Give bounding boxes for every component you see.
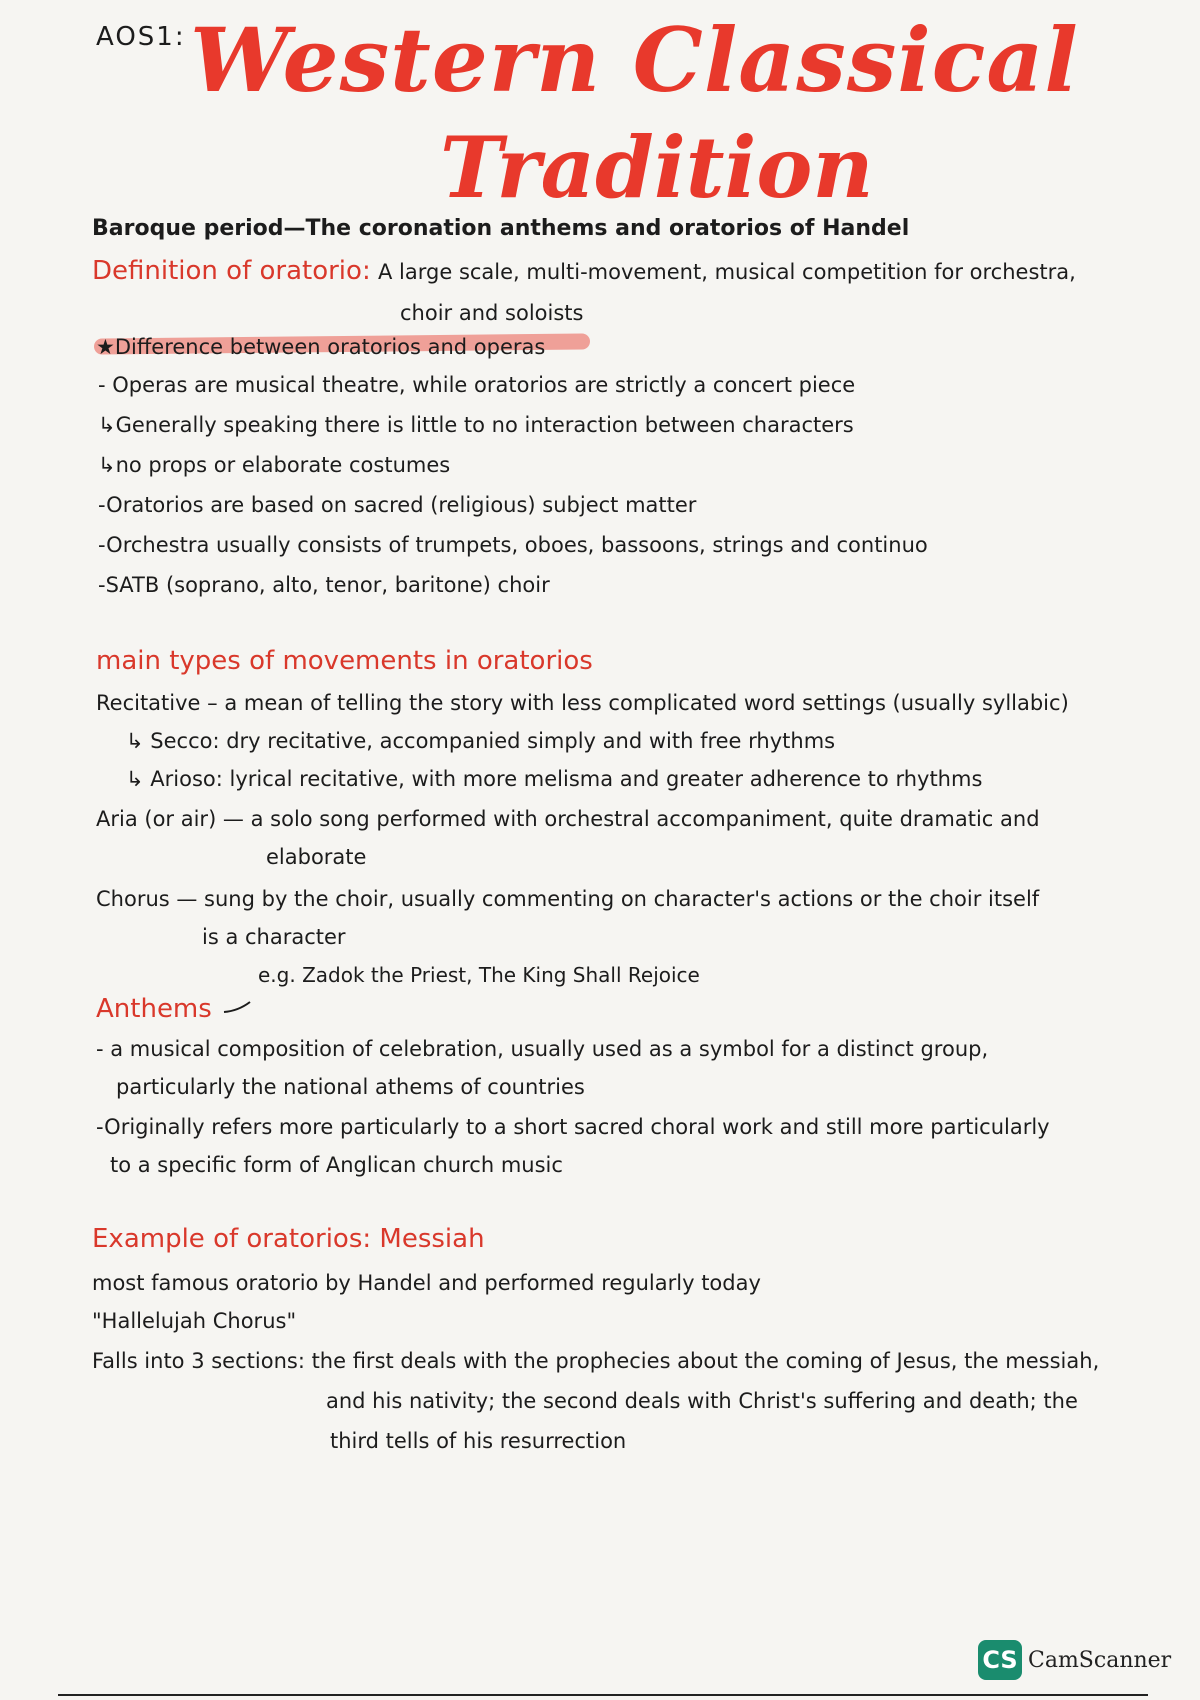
arioso-line: ↳ Arioso: lyrical recitative, with more melisma and greater adherence to rhythms [126, 767, 983, 791]
connector-stroke-icon [222, 1000, 252, 1014]
camscanner-text: CamScanner [1028, 1647, 1172, 1673]
example-line-1: most famous oratorio by Handel and performed regularly today [92, 1271, 761, 1295]
example-line-3: Falls into 3 sections: the first deals with the prophecies about the coming of Jesus, the messiah, [92, 1349, 1100, 1373]
example-line-4: and his nativity; the second deals with Christ's suffering and death; the [326, 1389, 1078, 1413]
chorus-line-1: Chorus — sung by the choir, usually commenting on character's actions or the choir itself [96, 887, 1040, 911]
camscanner-logo-icon: CS [978, 1640, 1022, 1680]
anthems-heading: Anthems [96, 994, 212, 1024]
anthems-example: e.g. Zadok the Priest, The King Shall Rejoice [258, 963, 700, 987]
example-line-2: "Hallelujah Chorus" [92, 1309, 297, 1333]
definition-label: Definition of oratorio: [92, 256, 371, 286]
chorus-line-2: is a character [202, 925, 346, 949]
unit-label: AOS1: [96, 22, 186, 52]
anthems-line-2: particularly the national athems of countries [116, 1075, 585, 1099]
recitative-line: Recitative – a mean of telling the story with less complicated word settings (usually syllabic) [96, 691, 1069, 715]
difference-item-4: -Oratorios are based on sacred (religious) subject matter [98, 493, 697, 517]
anthems-line-3: -Originally refers more particularly to a short sacred choral work and still more particularly [96, 1115, 1050, 1139]
difference-item-1: - Operas are musical theatre, while oratorios are strictly a concert piece [98, 373, 856, 397]
movements-heading: main types of movements in oratorios [96, 646, 593, 676]
camscanner-watermark [978, 1640, 1171, 1680]
definition-text-1: A large scale, multi-movement, musical competition for orchestra, [378, 260, 1076, 284]
definition-line [92, 256, 1076, 287]
difference-item-6: -SATB (soprano, alto, tenor, baritone) choir [98, 573, 550, 597]
aria-line-2: elaborate [266, 845, 367, 869]
subtitle: Baroque period—The coronation anthems and oratorios of Handel [92, 216, 910, 241]
definition-text-2: choir and soloists [400, 301, 584, 325]
difference-item-2: ↳Generally speaking there is little to no interaction between characters [98, 413, 854, 437]
title-line-2: Tradition [440, 118, 874, 217]
page-bottom-edge [58, 1694, 1148, 1696]
difference-item-3: ↳no props or elaborate costumes [98, 453, 451, 477]
difference-heading: ★Difference between oratorios and operas [96, 335, 546, 359]
example-line-5: third tells of his resurrection [330, 1429, 627, 1453]
difference-item-5: -Orchestra usually consists of trumpets, oboes, bassoons, strings and continuo [98, 533, 928, 557]
anthems-line-4: to a specific form of Anglican church music [110, 1153, 563, 1177]
anthems-line-1: - a musical composition of celebration, usually used as a symbol for a distinct group, [96, 1037, 989, 1061]
aria-line-1: Aria (or air) — a solo song performed with orchestral accompaniment, quite dramatic and [96, 807, 1040, 831]
secco-line: ↳ Secco: dry recitative, accompanied simply and with free rhythms [126, 729, 836, 753]
example-heading: Example of oratorios: Messiah [92, 1224, 485, 1254]
title-line-1: Western Classical [190, 8, 1079, 112]
